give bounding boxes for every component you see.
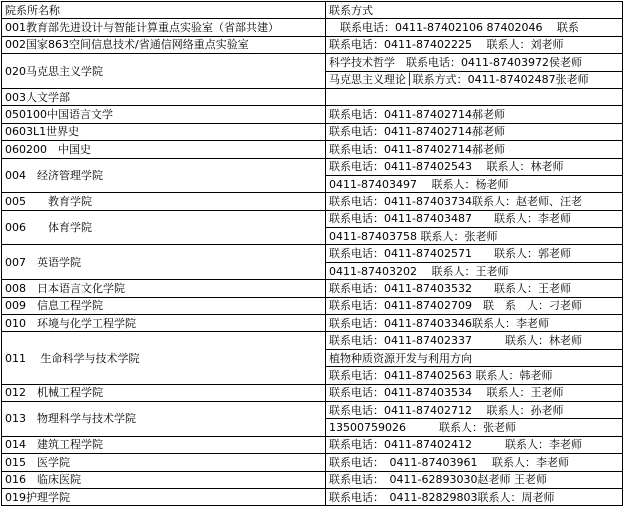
- department-name: 007 英语学院: [2, 245, 326, 280]
- department-name: 013 物理科学与技术学院: [2, 401, 326, 436]
- contact-info: 联系电话： 0411-87403961 联系人：李老师: [326, 454, 623, 471]
- contact-info: 联系电话：0411-87402337 联系人：林老师: [326, 332, 623, 349]
- contact-info: 联系电话：0411-87402106 87402046 联系: [326, 19, 623, 36]
- table-row: [2, 471, 623, 488]
- table-row: [2, 245, 623, 262]
- department-name: 020马克思主义学院: [2, 54, 326, 89]
- contact-info: 联系电话：0411-87402412 联系人：李老师: [326, 436, 623, 453]
- table-row: [2, 454, 623, 471]
- contact-info: 联系电话：0411-87402714郝老师: [326, 123, 623, 140]
- department-name: 009 信息工程学院: [2, 297, 326, 314]
- contact-info: 植物种质资源开发与利用方向: [326, 349, 623, 366]
- department-name: 014 建筑工程学院: [2, 436, 326, 453]
- header-row: [2, 2, 623, 19]
- department-name: 019护理学院: [2, 488, 326, 505]
- department-name: 001教育部先进设计与智能计算重点实验室（省部共建）: [2, 19, 326, 36]
- table-row: [2, 123, 623, 140]
- contact-info: 马克思主义理论│联系方式：0411-87402487张老师: [326, 71, 623, 88]
- table-row: [2, 332, 623, 349]
- header-contact: 联系方式: [326, 2, 623, 19]
- contact-info: 0411-87403758 联系人：张老师: [326, 228, 623, 245]
- contact-info: 联系电话： 0411-82829803联系人：周老师: [326, 488, 623, 505]
- department-name: 0603L1世界史: [2, 123, 326, 140]
- table-row: [2, 19, 623, 36]
- contact-info: 联系电话：0411-87402543 联系人：林老师: [326, 158, 623, 175]
- department-name: 003人文学部: [2, 88, 326, 105]
- contact-info: 13500759026 联系人：张老师: [326, 419, 623, 436]
- contact-info: 0411-87403202 联系人：王老师: [326, 262, 623, 279]
- contact-info: 联系电话： 0411-62893030赵老师 王老师: [326, 471, 623, 488]
- contact-info: 联系电话：0411-87402714郝老师: [326, 141, 623, 158]
- department-name: 015 医学院: [2, 454, 326, 471]
- contact-info: 联系电话：0411-87403734联系人：赵老师、汪老: [326, 193, 623, 210]
- table-row: [2, 158, 623, 175]
- contact-info: 联系电话：0411-87403346联系人：李老师: [326, 315, 623, 332]
- contact-info: 0411-87403497 联系人：杨老师: [326, 175, 623, 192]
- department-name: 012 机械工程学院: [2, 384, 326, 401]
- contact-info: 联系电话：0411-87402714郝老师: [326, 106, 623, 123]
- contact-info: 联系电话：0411-87403487 联系人：李老师: [326, 210, 623, 227]
- contact-info: 联系电话：0411-87403532 联系人：王老师: [326, 280, 623, 297]
- table-row: [2, 401, 623, 418]
- contact-info: 联系电话：0411-87402712 联系人：孙老师: [326, 401, 623, 418]
- table-row: [2, 141, 623, 158]
- table-row: [2, 88, 623, 105]
- department-name: 016 临床医院: [2, 471, 326, 488]
- department-name: 060200 中国史: [2, 141, 326, 158]
- table-row: [2, 280, 623, 297]
- table-row: [2, 106, 623, 123]
- contact-info: [326, 88, 623, 105]
- table-row: [2, 384, 623, 401]
- contact-info: 联系电话：0411-87402709 联 系 人：刁老师: [326, 297, 623, 314]
- contact-info: 联系电话：0411-87402563 联系人：韩老师: [326, 367, 623, 384]
- contact-info: 联系电话：0411-87402571 联系人：郭老师: [326, 245, 623, 262]
- table-body: [2, 2, 623, 506]
- table-row: [2, 54, 623, 71]
- department-name: 002国家863空间信息技术/省通信网络重点实验室: [2, 36, 326, 53]
- contact-table: [1, 1, 623, 506]
- department-name: 010 环境与化学工程学院: [2, 315, 326, 332]
- department-name: 050100中国语言文学: [2, 106, 326, 123]
- table-row: [2, 36, 623, 53]
- table-row: [2, 297, 623, 314]
- department-name: 008 日本语言文化学院: [2, 280, 326, 297]
- contact-info: 联系电话：0411-87402225 联系人：刘老师: [326, 36, 623, 53]
- table-row: [2, 315, 623, 332]
- contact-info: 科学技术哲学 联系电话：0411-87403972侯老师: [326, 54, 623, 71]
- table-row: [2, 210, 623, 227]
- department-name: 004 经济管理学院: [2, 158, 326, 193]
- department-name: 011 生命科学与技术学院: [2, 332, 326, 384]
- contact-info: 联系电话：0411-87403534 联系人：王老师: [326, 384, 623, 401]
- department-name: 005 教育学院: [2, 193, 326, 210]
- table-row: [2, 488, 623, 505]
- table-row: [2, 193, 623, 210]
- table-row: [2, 436, 623, 453]
- header-department: 院系所名称: [2, 2, 326, 19]
- department-name: 006 体育学院: [2, 210, 326, 245]
